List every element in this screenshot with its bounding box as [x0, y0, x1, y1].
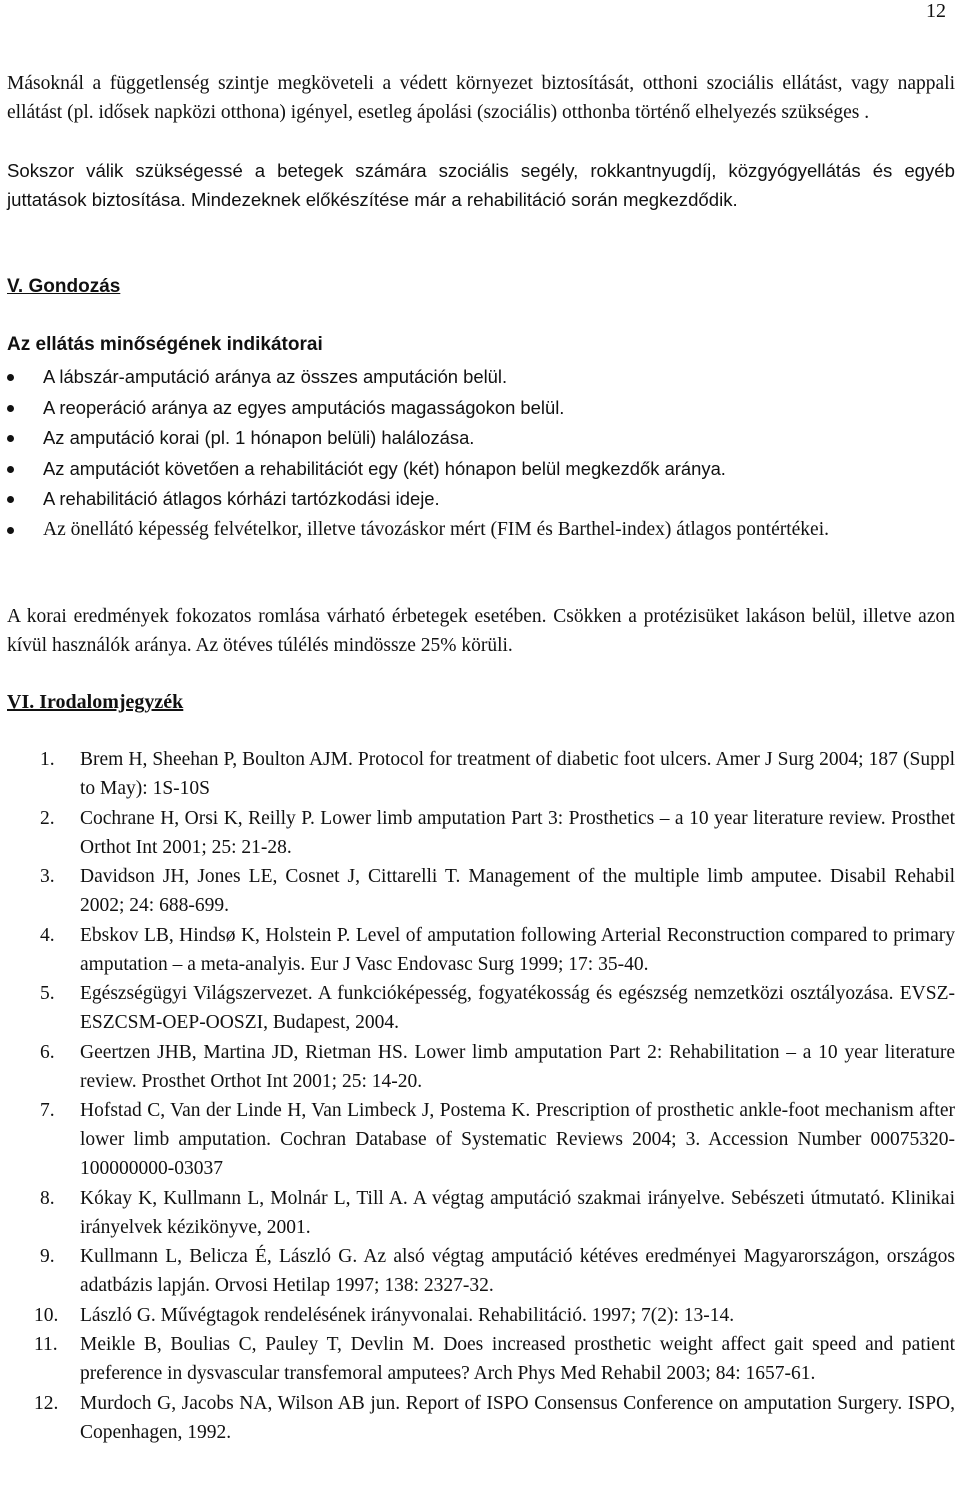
- reference-text: Davidson JH, Jones LE, Cosnet J, Cittarelli T. Management of the multiple limb amputee. Disabil Rehabil 2002; 24: 688-699.: [80, 866, 955, 916]
- reference-item: [0, 921, 960, 979]
- reference-number: 2.: [40, 807, 55, 829]
- indicator-text: Az amputációt követően a rehabilitációt egy (két) hónapon belül megkezdők aránya.: [43, 457, 726, 479]
- intro-paragraph-serif: Másoknál a függetlenség szintje megköveteli a védett környezet biztosítását, otthoni szociális ellátást, vagy nappali ellátást (pl. idősek napközi otthona) igényel, esetleg ápolási (szociális) otthonba történő elhelyezés szükséges .: [7, 73, 955, 123]
- section-heading-gondozas-text: V. Gondozás: [7, 276, 121, 297]
- reference-item: [0, 1242, 960, 1300]
- section-heading-irodalomjegyzek-text: VI. Irodalomjegyzék: [7, 691, 184, 713]
- reference-text: Egészségügyi Világszervezet. A funkcióképesség, fogyatékosság és egészség nemzetközi osztályozása. EVSZ-ESZCSM-OEP-OOSZI, Budapest, 2004.: [80, 983, 955, 1033]
- indicator-text: Az amputáció korai (pl. 1 hónapon belüli) halálozása.: [43, 427, 475, 448]
- reference-item: [0, 979, 960, 1037]
- reference-number: 5.: [40, 983, 55, 1004]
- page-number: 12: [926, 0, 946, 22]
- reference-item: [0, 1301, 960, 1330]
- section-heading-gondozas: [7, 275, 120, 299]
- reference-text: Kullmann L, Belicza É, László G. Az alsó végtag amputáció kétéves eredményei Magyarországon, országos adatbázis lapján. Orvosi Hetilap 1997; 138: 2327-32.: [80, 1246, 955, 1296]
- intro-paragraph-sans: Sokszor válik szükségessé a betegek számára szociális segély, rokkantnyugdíj, közgyógyellátás és egyéb juttatások biztosítása. Mindezeknek előkészítése már a rehabilitáció során megkezdődik.: [7, 160, 955, 210]
- bullet-icon: [7, 405, 14, 412]
- section-heading-irodalomjegyzek: [7, 690, 183, 714]
- bullet-icon: [7, 527, 14, 534]
- indicator-item: [0, 362, 960, 393]
- bullet-icon: [7, 374, 14, 381]
- reference-text: Kókay K, Kullmann L, Molnár L, Till A. A végtag amputáció szakmai irányelve. Sebészeti útmutató. Klinikai irányelvek kézikönyve, 2001.: [80, 1187, 955, 1238]
- reference-item: [0, 1330, 960, 1388]
- reference-number: 9.: [40, 1246, 55, 1267]
- reference-number: 7.: [40, 1100, 55, 1121]
- reference-number: 11.: [34, 1334, 58, 1355]
- reference-item: [0, 1038, 960, 1096]
- reference-item: [0, 1184, 960, 1242]
- reference-text: Hofstad C, Van der Linde H, Van Limbeck J, Postema K. Prescription of prosthetic ankle-foot mechanism after lower limb amputation. Cochran Database of Systematic Reviews 2004; 3. Accession Number 00075320-100000000-03037: [80, 1100, 955, 1179]
- indicator-text: A lábszár-amputáció aránya az összes amputáción belül.: [43, 366, 508, 387]
- reference-number: 8.: [40, 1187, 55, 1209]
- reference-text: Cochrane H, Orsi K, Reilly P. Lower limb amputation Part 3: Prosthetics – a 10 year literature review. Prosthet Orthot Int 2001; 25: 21-28.: [80, 807, 955, 858]
- indicator-item: [0, 393, 960, 424]
- reference-list: [0, 745, 960, 1447]
- reference-number: 1.: [40, 749, 55, 770]
- reference-item: [0, 804, 960, 862]
- reference-text: Ebskov LB, Hindsø K, Holstein P. Level of amputation following Arterial Reconstruction compared to primary amputation – a meta-analyis. Eur J Vasc Endovasc Surg 1999; 17: 35-40.: [80, 924, 955, 975]
- reference-item: [0, 1096, 960, 1183]
- reference-text: László G. Művégtagok rendelésének irányvonalai. Rehabilitáció. 1997; 7(2): 13-14.: [80, 1304, 735, 1326]
- reference-number: 3.: [40, 866, 55, 887]
- bullet-icon: [7, 466, 14, 473]
- indicator-item: [0, 423, 960, 454]
- reference-text: Geertzen JHB, Martina JD, Rietman HS. Lower limb amputation Part 2: Rehabilitation – a 10 year literature review. Prosthet Orthot Int 2001; 25: 14-20.: [80, 1041, 955, 1092]
- indicator-text: A reoperáció aránya az egyes amputációs magasságokon belül.: [43, 396, 565, 418]
- reference-number: 12.: [34, 1392, 59, 1414]
- indicator-text: A rehabilitáció átlagos kórházi tartózkodási ideje.: [43, 488, 440, 509]
- bullet-icon: [7, 435, 14, 442]
- reference-item: [0, 745, 960, 803]
- indicator-item: [0, 484, 960, 515]
- outcome-paragraph: A korai eredmények fokozatos romlása várható érbetegek esetében. Csökken a protézisüket lakáson belül, illetve azon kívül használók aránya. Az ötéves túlélés mindössze 25% körüli.: [7, 606, 955, 656]
- reference-text: Murdoch G, Jacobs NA, Wilson AB jun. Report of ISPO Consensus Conference on amputation Surgery. ISPO, Copenhagen, 1992.: [80, 1392, 955, 1443]
- indicator-item: [0, 515, 960, 545]
- indicator-list: [0, 362, 960, 544]
- reference-number: 4.: [40, 924, 55, 946]
- indicator-text: Az önellátó képesség felvételkor, illetve távozáskor mért (FIM és Barthel-index) átlagos pontértékei.: [43, 518, 829, 540]
- reference-item: [0, 1389, 960, 1447]
- reference-number: 10.: [34, 1304, 59, 1326]
- reference-text: Meikle B, Boulias C, Pauley T, Devlin M. Does increased prosthetic weight affect gait speed and patient preference in dysvascular transfemoral amputees? Arch Phys Med Rehabil 2003; 84: 1657-61.: [80, 1334, 955, 1384]
- indicator-item: [0, 454, 960, 485]
- indicators-subheading: Az ellátás minőségének indikátorai: [7, 334, 323, 355]
- reference-number: 6.: [40, 1041, 55, 1063]
- bullet-icon: [7, 496, 14, 503]
- reference-text: Brem H, Sheehan P, Boulton AJM. Protocol for treatment of diabetic foot ulcers. Amer J Surg 2004; 187 (Suppl to May): 1S-10S: [80, 749, 955, 799]
- reference-item: [0, 862, 960, 920]
